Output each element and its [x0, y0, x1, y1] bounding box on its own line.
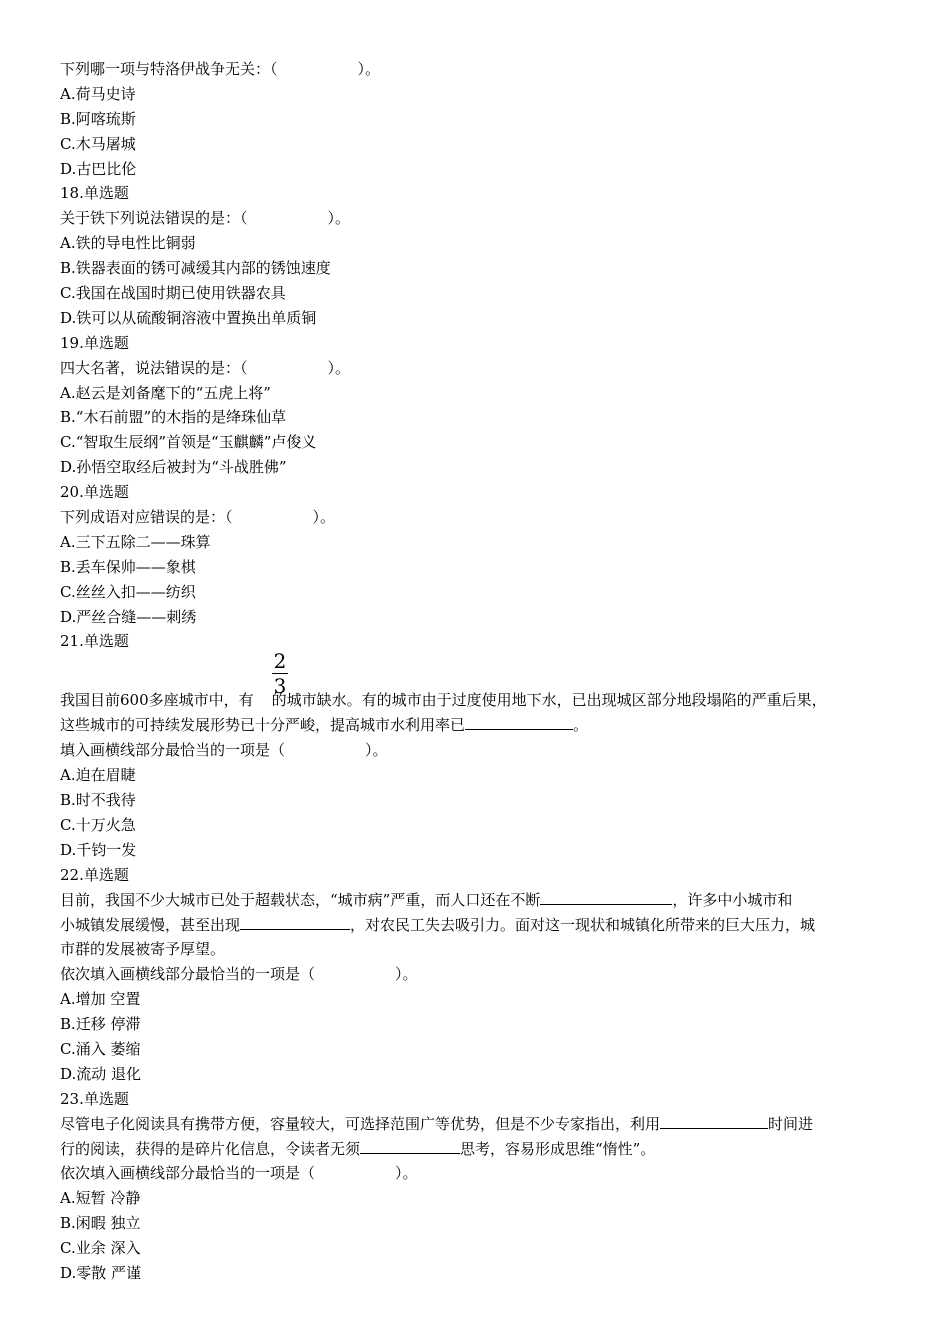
option-c: C.“智取生辰纲”首领是“玉麒麟”卢俊义 [60, 433, 317, 452]
question-stem [60, 738, 920, 763]
stem-suffix: ）。 [395, 1164, 418, 1183]
stem-suffix: ）。 [327, 209, 351, 228]
stem-suffix: ）。 [327, 358, 351, 377]
stem-suffix: ）。 [312, 508, 336, 527]
question-header: 18.单选题 [60, 184, 129, 203]
option-a: A.增加 空置 [60, 990, 141, 1009]
question-stem [60, 206, 920, 231]
passage-text: 时间进 [768, 1114, 814, 1133]
fill-blank-underline [360, 1138, 460, 1154]
stem-suffix: ）。 [395, 965, 418, 984]
option-a: A.三下五除二——珠算 [60, 532, 211, 551]
stem-text: 下列成语对应错误的是：（ [60, 508, 233, 527]
passage-line [60, 888, 920, 913]
option-c: C.木马屠城 [60, 134, 136, 153]
fill-blank-underline [240, 914, 350, 930]
question-stem [60, 505, 920, 530]
passage-line [60, 713, 920, 738]
option-a: A.迫在眉睫 [60, 766, 136, 785]
option-d: D.零散 严谨 [60, 1263, 142, 1282]
fraction-numerator: 2 [273, 649, 287, 674]
option-d: D.铁可以从硫酸铜溶液中置换出单质铜 [60, 308, 317, 327]
passage-line [60, 1137, 920, 1162]
option-d: D.严丝合缝——刺绣 [60, 607, 197, 626]
stem-text: 填入画横线部分最恰当的一项是（ [60, 741, 286, 760]
passage-text: 思考，容易形成思维“惰性”。 [460, 1139, 656, 1158]
option-b: B.阿喀琉斯 [60, 109, 136, 128]
option-a: A.短暂 冷静 [60, 1189, 141, 1208]
question-stem [60, 1161, 920, 1186]
stem-text: 依次填入画横线部分最恰当的一项是（ [60, 1164, 316, 1183]
passage-line [60, 649, 920, 713]
option-c: C.涌入 萎缩 [60, 1039, 141, 1058]
passage-text: ，许多中小城市和 [672, 890, 793, 909]
option-d: D.流动 退化 [60, 1064, 142, 1083]
option-d: D.孙悟空取经后被封为“斗战胜佛” [60, 458, 287, 477]
option-c: C.丝丝入扣——纺织 [60, 582, 196, 601]
option-a: A.荷马史诗 [60, 84, 136, 103]
passage-line: 市群的发展被寄予厚望。 [60, 940, 226, 959]
stem-suffix: ）。 [365, 741, 388, 760]
question-header: 22.单选题 [60, 865, 129, 884]
passage-text: 的城市缺水。有的城市由于过度使用地下水，已出现城区部分地段塌陷的严重后果， [271, 691, 827, 710]
option-b: B.迁移 停滞 [60, 1015, 141, 1034]
question-header: 21.单选题 [60, 632, 129, 651]
passage-line [60, 1112, 920, 1137]
passage-text: 。 [573, 716, 589, 735]
option-b: B.时不我待 [60, 791, 136, 810]
question-stem [60, 57, 920, 82]
fill-blank-underline [465, 714, 573, 730]
option-a: A.铁的导电性比铜弱 [60, 234, 196, 253]
fill-blank-underline [540, 889, 672, 905]
stem-text: 关于铁下列说法错误的是：（ [60, 209, 248, 228]
passage-text: 行的阅读，获得的是碎片化信息，令读者无须 [60, 1139, 361, 1158]
question-header: 19.单选题 [60, 333, 129, 352]
option-d: D.千钧一发 [60, 840, 137, 859]
passage-text: 尽管电子化阅读具有携带方便，容量较大，可选择范围广等优势，但是不少专家指出，利用 [60, 1114, 661, 1133]
option-c: C.业余 深入 [60, 1239, 141, 1258]
question-header: 23.单选题 [60, 1089, 129, 1108]
option-a: A.赵云是刘备麾下的“五虎上将” [60, 383, 271, 402]
option-c: C.十万火急 [60, 815, 136, 834]
stem-text: 下列哪一项与特洛伊战争无关：（ [60, 60, 278, 78]
option-b: B.丢车保帅——象棋 [60, 557, 196, 576]
fraction-two-thirds [272, 650, 288, 697]
option-b: B.闲暇 独立 [60, 1214, 141, 1233]
fraction-spacer [60, 654, 920, 688]
passage-text: 目前，我国不少大城市已处于超载状态，“城市病”严重，而人口还在不断 [60, 890, 541, 909]
question-stem [60, 356, 920, 381]
passage-line [60, 913, 920, 938]
question-stem [60, 962, 920, 987]
stem-suffix: ）。 [357, 60, 381, 78]
passage-text: 我国目前600多座城市中，有 [60, 691, 254, 710]
fraction-denominator: 3 [273, 674, 287, 699]
fill-blank-underline [660, 1113, 768, 1129]
stem-text: 依次填入画横线部分最恰当的一项是（ [60, 965, 316, 984]
option-d: D.古巴比伦 [60, 159, 137, 178]
passage-text: ，对农民工失去吸引力。面对这一现状和城镇化所带来的巨大压力，城 [350, 915, 816, 934]
option-b: B.“木石前盟”的木指的是绛珠仙草 [60, 408, 287, 427]
passage-text: 这些城市的可持续发展形势已十分严峻，提高城市水利用率已 [60, 716, 466, 735]
passage-text: 小城镇发展缓慢，甚至出现 [60, 915, 241, 934]
question-header: 20.单选题 [60, 483, 129, 502]
stem-text: 四大名著，说法错误的是：（ [60, 358, 248, 377]
document-page [60, 57, 920, 1286]
option-b: B.铁器表面的锈可减缓其内部的锈蚀速度 [60, 259, 331, 278]
option-c: C.我国在战国时期已使用铁器农具 [60, 284, 286, 303]
